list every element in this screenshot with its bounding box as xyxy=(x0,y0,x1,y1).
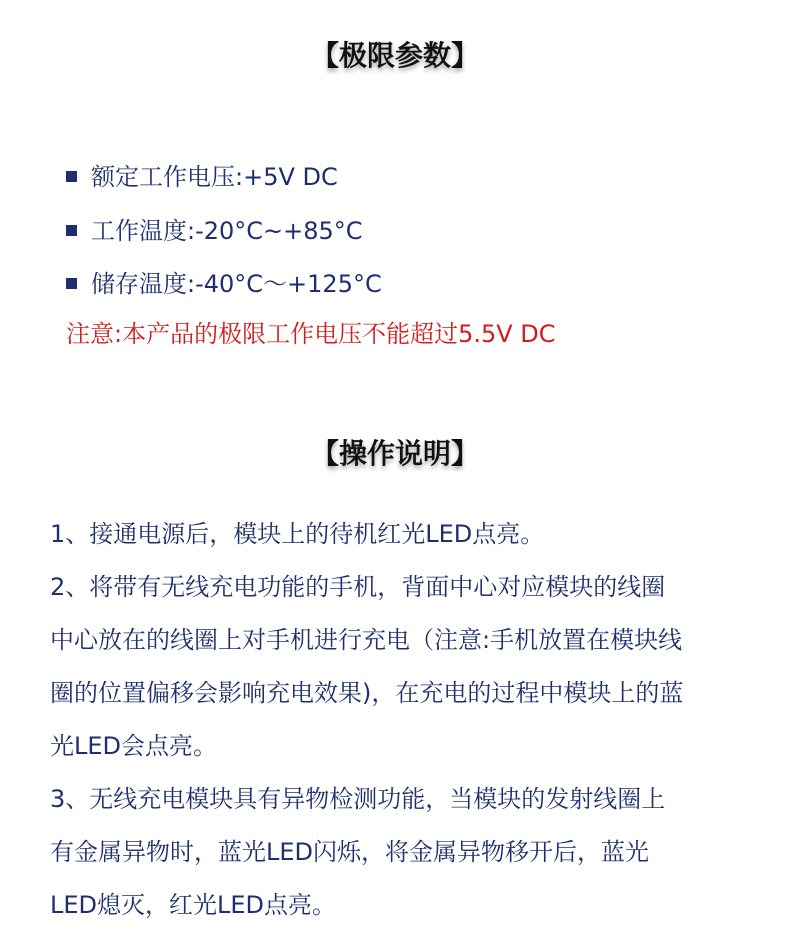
square-bullet-icon xyxy=(66,171,77,182)
instruction-line: 中心放在的线圈上对手机进行充电（注意:手机放置在模块线 xyxy=(50,626,683,654)
instruction-line: 2、将带有无线充电功能的手机，背面中心对应模块的线圈 xyxy=(50,573,666,601)
instruction-line: 3、无线充电模块具有异物检测功能，当模块的发射线圈上 xyxy=(50,785,666,813)
instruction-line: LED熄灭，红光LED点亮。 xyxy=(50,891,337,919)
param-rated-voltage-text: 额定工作电压:+5V DC xyxy=(91,162,338,191)
param-operating-temperature xyxy=(66,212,363,244)
instructions-body xyxy=(50,508,770,932)
instruction-line: 光LED会点亮。 xyxy=(50,732,218,760)
square-bullet-icon xyxy=(66,225,77,236)
instruction-line: 圈的位置偏移会影响充电效果)，在充电的过程中模块上的蓝 xyxy=(50,679,684,707)
instructions-heading: 【操作说明】 xyxy=(310,437,479,470)
instruction-line: 1、接通电源后，模块上的待机红光LED点亮。 xyxy=(50,520,545,548)
param-storage-temperature xyxy=(66,265,382,297)
param-operating-temperature-text: 工作温度:-20°C~+85°C xyxy=(91,216,363,245)
instruction-line: 有金属异物时，蓝光LED闪烁，将金属异物移开后，蓝光 xyxy=(50,838,650,866)
param-storage-temperature-text: 储存温度:-40°C〜+125°C xyxy=(91,269,382,298)
square-bullet-icon xyxy=(66,278,77,289)
param-rated-voltage xyxy=(66,158,338,190)
voltage-warning: 注意:本产品的极限工作电压不能超过5.5V DC xyxy=(66,320,556,348)
limits-heading: 【极限参数】 xyxy=(310,39,479,72)
